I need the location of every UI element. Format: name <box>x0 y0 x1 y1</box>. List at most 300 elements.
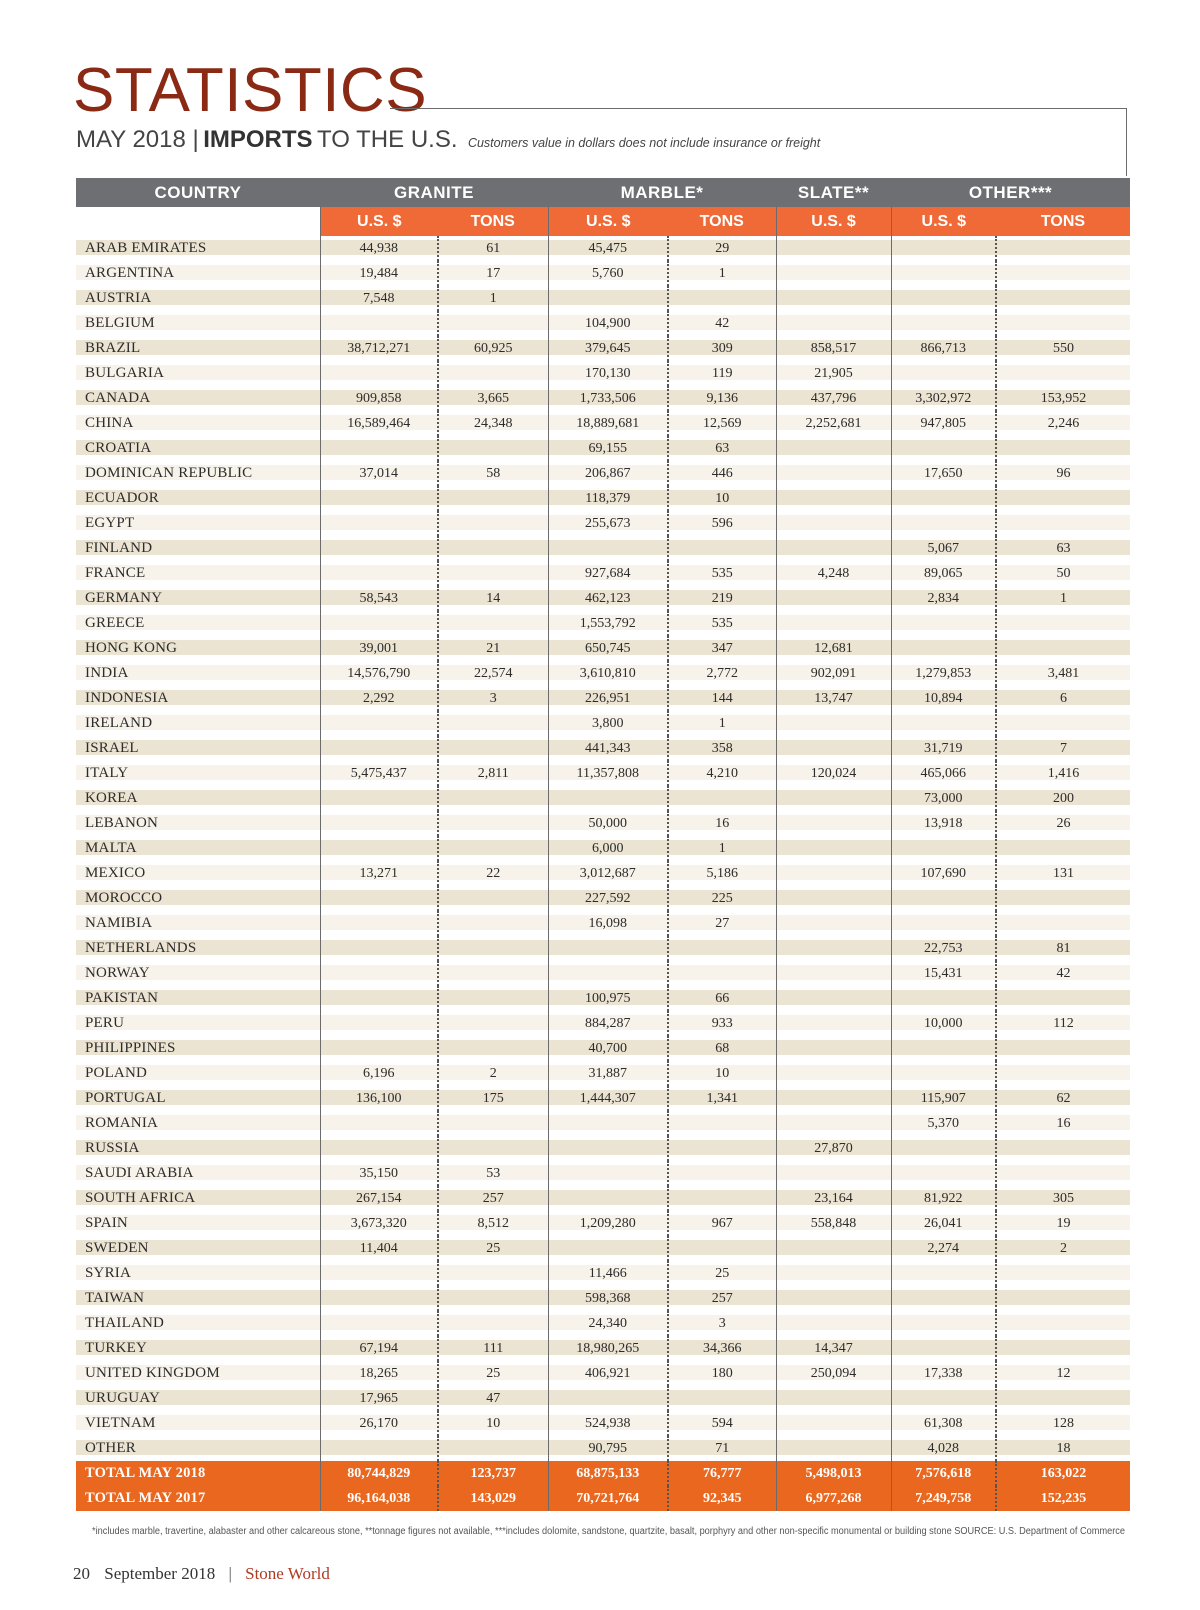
cell-slate-usd <box>776 1236 891 1261</box>
table-row <box>76 661 1130 686</box>
cell-other-tons: 50 <box>996 561 1130 586</box>
cell-slate-usd <box>776 1311 891 1336</box>
cell-granite-tons <box>438 736 548 761</box>
cell-granite-tons <box>438 986 548 1011</box>
cell-country: IRELAND <box>76 711 320 736</box>
cell-country: TAIWAN <box>76 1286 320 1311</box>
cell-country: MALTA <box>76 836 320 861</box>
cell-other-usd: 81,922 <box>891 1186 996 1211</box>
table-row <box>76 1061 1130 1086</box>
cell-granite-tons <box>438 1286 548 1311</box>
cell-granite-tons: 143,029 <box>438 1486 548 1511</box>
cell-country: BRAZIL <box>76 336 320 361</box>
cell-granite-tons: 25 <box>438 1361 548 1386</box>
sub-header-other-usd: U.S. $ <box>891 207 996 236</box>
table-row <box>76 461 1130 486</box>
cell-country: PERU <box>76 1011 320 1036</box>
cell-other-tons <box>996 911 1130 936</box>
cell-slate-usd <box>776 286 891 311</box>
cell-country: CHINA <box>76 411 320 436</box>
cell-other-tons: 96 <box>996 461 1130 486</box>
sub-header-slate-usd: U.S. $ <box>776 207 891 236</box>
cell-other-usd: 17,650 <box>891 461 996 486</box>
cell-granite-tons: 257 <box>438 1186 548 1211</box>
cell-other-tons: 81 <box>996 936 1130 961</box>
issue-date: September 2018 <box>104 1564 216 1583</box>
magazine-name: Stone World <box>245 1564 330 1583</box>
cell-granite-usd: 136,100 <box>320 1086 438 1111</box>
cell-slate-usd <box>776 1011 891 1036</box>
table-row <box>76 561 1130 586</box>
cell-granite-tons <box>438 786 548 811</box>
cell-marble-tons: 347 <box>668 636 776 661</box>
cell-country: TOTAL MAY 2018 <box>76 1461 320 1486</box>
cell-marble-tons: 119 <box>668 361 776 386</box>
cell-marble-usd: 227,592 <box>548 886 668 911</box>
cell-granite-usd <box>320 736 438 761</box>
cell-country: FINLAND <box>76 536 320 561</box>
cell-other-tons <box>996 361 1130 386</box>
cell-other-usd: 465,066 <box>891 761 996 786</box>
cell-marble-usd: 1,553,792 <box>548 611 668 636</box>
cell-marble-tons <box>668 536 776 561</box>
cell-other-tons <box>996 1136 1130 1161</box>
cell-marble-usd: 1,444,307 <box>548 1086 668 1111</box>
cell-marble-tons: 10 <box>668 486 776 511</box>
cell-slate-usd: 13,747 <box>776 686 891 711</box>
cell-other-tons <box>996 436 1130 461</box>
totals-row <box>76 1486 1130 1511</box>
table-row <box>76 886 1130 911</box>
cell-other-usd: 947,805 <box>891 411 996 436</box>
cell-slate-usd <box>776 986 891 1011</box>
cell-granite-tons: 3 <box>438 686 548 711</box>
cell-country: BELGIUM <box>76 311 320 336</box>
cell-granite-tons <box>438 1011 548 1036</box>
cell-marble-usd: 68,875,133 <box>548 1461 668 1486</box>
cell-other-tons: 18 <box>996 1436 1130 1461</box>
cell-granite-usd: 3,673,320 <box>320 1211 438 1236</box>
cell-marble-usd: 1,209,280 <box>548 1211 668 1236</box>
cell-granite-usd: 37,014 <box>320 461 438 486</box>
cell-other-usd <box>891 636 996 661</box>
table-row <box>76 1011 1130 1036</box>
cell-country: NAMIBIA <box>76 911 320 936</box>
cell-other-usd <box>891 236 996 261</box>
cell-granite-usd: 58,543 <box>320 586 438 611</box>
cell-granite-tons: 14 <box>438 586 548 611</box>
table-row <box>76 1036 1130 1061</box>
cell-granite-usd <box>320 536 438 561</box>
cell-marble-usd: 16,098 <box>548 911 668 936</box>
cell-other-tons <box>996 286 1130 311</box>
cell-granite-usd: 39,001 <box>320 636 438 661</box>
cell-granite-usd <box>320 1261 438 1286</box>
cell-marble-usd <box>548 1186 668 1211</box>
cell-slate-usd <box>776 461 891 486</box>
cell-other-tons: 305 <box>996 1186 1130 1211</box>
table-row <box>76 761 1130 786</box>
table-row <box>76 1111 1130 1136</box>
table-row <box>76 711 1130 736</box>
cell-marble-usd <box>548 286 668 311</box>
cell-granite-tons: 25 <box>438 1236 548 1261</box>
cell-country: SWEDEN <box>76 1236 320 1261</box>
table-row <box>76 1086 1130 1111</box>
cell-country: KOREA <box>76 786 320 811</box>
cell-marble-tons: 1 <box>668 836 776 861</box>
cell-granite-tons <box>438 711 548 736</box>
cell-country: NETHERLANDS <box>76 936 320 961</box>
cell-marble-usd: 524,938 <box>548 1411 668 1436</box>
cell-granite-tons: 17 <box>438 261 548 286</box>
cell-slate-usd <box>776 586 891 611</box>
cell-granite-usd <box>320 786 438 811</box>
cell-marble-usd: 104,900 <box>548 311 668 336</box>
cell-other-usd: 4,028 <box>891 1436 996 1461</box>
cell-granite-tons: 21 <box>438 636 548 661</box>
cell-granite-tons <box>438 611 548 636</box>
cell-granite-usd: 35,150 <box>320 1161 438 1186</box>
cell-marble-tons: 446 <box>668 461 776 486</box>
cell-marble-tons: 309 <box>668 336 776 361</box>
subtitle-imports: IMPORTS <box>203 126 313 153</box>
cell-marble-tons <box>668 786 776 811</box>
cell-marble-tons <box>668 286 776 311</box>
cell-marble-tons: 68 <box>668 1036 776 1061</box>
cell-other-tons: 131 <box>996 861 1130 886</box>
cell-marble-usd: 6,000 <box>548 836 668 861</box>
table-totals <box>76 1461 1130 1511</box>
cell-granite-tons: 2 <box>438 1061 548 1086</box>
cell-granite-tons: 2,811 <box>438 761 548 786</box>
cell-other-usd: 1,279,853 <box>891 661 996 686</box>
cell-slate-usd: 250,094 <box>776 1361 891 1386</box>
cell-slate-usd <box>776 1161 891 1186</box>
cell-slate-usd <box>776 1261 891 1286</box>
cell-granite-tons <box>438 961 548 986</box>
cell-other-usd: 3,302,972 <box>891 386 996 411</box>
cell-granite-tons <box>438 511 548 536</box>
cell-other-usd: 107,690 <box>891 861 996 886</box>
subtitle-period: MAY 2018 | <box>76 126 199 153</box>
cell-other-tons <box>996 486 1130 511</box>
cell-other-usd <box>891 1261 996 1286</box>
table-row <box>76 1411 1130 1436</box>
table-row <box>76 986 1130 1011</box>
cell-other-tons <box>996 1261 1130 1286</box>
cell-granite-tons: 60,925 <box>438 336 548 361</box>
header-marble: MARBLE* <box>548 178 776 207</box>
cell-granite-tons <box>438 561 548 586</box>
cell-granite-usd <box>320 836 438 861</box>
cell-other-tons: 19 <box>996 1211 1130 1236</box>
cell-other-usd: 866,713 <box>891 336 996 361</box>
cell-marble-usd: 3,610,810 <box>548 661 668 686</box>
cell-marble-usd: 226,951 <box>548 686 668 711</box>
cell-marble-usd: 462,123 <box>548 586 668 611</box>
cell-granite-tons <box>438 811 548 836</box>
cell-marble-usd: 884,287 <box>548 1011 668 1036</box>
cell-marble-usd: 18,980,265 <box>548 1336 668 1361</box>
cell-granite-tons <box>438 1436 548 1461</box>
cell-marble-tons: 25 <box>668 1261 776 1286</box>
header-slate: SLATE** <box>776 178 891 207</box>
table-row <box>76 1161 1130 1186</box>
sub-header-marble-tons: TONS <box>668 207 776 236</box>
cell-marble-usd: 255,673 <box>548 511 668 536</box>
cell-other-tons: 26 <box>996 811 1130 836</box>
cell-marble-usd: 11,466 <box>548 1261 668 1286</box>
cell-country: SPAIN <box>76 1211 320 1236</box>
cell-granite-usd: 13,271 <box>320 861 438 886</box>
cell-other-usd: 73,000 <box>891 786 996 811</box>
cell-granite-usd: 7,548 <box>320 286 438 311</box>
cell-other-tons: 63 <box>996 536 1130 561</box>
table-row <box>76 336 1130 361</box>
cell-other-usd <box>891 436 996 461</box>
table-row <box>76 1236 1130 1261</box>
cell-granite-tons: 10 <box>438 1411 548 1436</box>
cell-marble-tons: 10 <box>668 1061 776 1086</box>
cell-other-tons <box>996 611 1130 636</box>
cell-granite-tons <box>438 536 548 561</box>
cell-granite-tons: 22,574 <box>438 661 548 686</box>
cell-country: TURKEY <box>76 1336 320 1361</box>
cell-other-tons <box>996 511 1130 536</box>
cell-slate-usd <box>776 786 891 811</box>
cell-slate-usd: 6,977,268 <box>776 1486 891 1511</box>
cell-granite-usd: 909,858 <box>320 386 438 411</box>
cell-granite-usd: 16,589,464 <box>320 411 438 436</box>
cell-granite-usd <box>320 986 438 1011</box>
cell-other-tons <box>996 236 1130 261</box>
cell-country: DOMINICAN REPUBLIC <box>76 461 320 486</box>
cell-other-usd: 2,274 <box>891 1236 996 1261</box>
cell-other-usd <box>891 836 996 861</box>
cell-slate-usd <box>776 1086 891 1111</box>
cell-marble-tons: 29 <box>668 236 776 261</box>
cell-other-usd: 26,041 <box>891 1211 996 1236</box>
cell-other-usd: 7,249,758 <box>891 1486 996 1511</box>
header-granite: GRANITE <box>320 178 548 207</box>
cell-granite-usd <box>320 311 438 336</box>
cell-granite-usd: 96,164,038 <box>320 1486 438 1511</box>
cell-marble-usd: 18,889,681 <box>548 411 668 436</box>
cell-country: SAUDI ARABIA <box>76 1161 320 1186</box>
footnote: *includes marble, travertine, alabaster and other calcareous stone, **tonnage figures not available, ***includes dolomite, sandstone, quartzite, basalt, porphyry and other non-specific monumental or building stone SOURCE: U.S. Department of Commerce <box>92 1526 1126 1537</box>
cell-other-usd: 17,338 <box>891 1361 996 1386</box>
cell-other-tons: 2,246 <box>996 411 1130 436</box>
cell-marble-usd: 70,721,764 <box>548 1486 668 1511</box>
table-row <box>76 1311 1130 1336</box>
cell-granite-tons <box>438 486 548 511</box>
cell-slate-usd: 558,848 <box>776 1211 891 1236</box>
cell-other-tons: 112 <box>996 1011 1130 1036</box>
cell-marble-usd: 118,379 <box>548 486 668 511</box>
page-number: 20 <box>73 1564 90 1583</box>
table-row <box>76 911 1130 936</box>
cell-other-tons <box>996 1161 1130 1186</box>
cell-marble-tons <box>668 1111 776 1136</box>
cell-other-usd <box>891 1286 996 1311</box>
cell-other-usd: 10,000 <box>891 1011 996 1036</box>
table-row <box>76 961 1130 986</box>
cell-marble-tons: 12,569 <box>668 411 776 436</box>
cell-slate-usd <box>776 261 891 286</box>
cell-granite-tons <box>438 836 548 861</box>
cell-granite-tons <box>438 936 548 961</box>
cell-granite-tons: 1 <box>438 286 548 311</box>
cell-marble-tons <box>668 936 776 961</box>
cell-marble-tons <box>668 961 776 986</box>
cell-granite-tons <box>438 1136 548 1161</box>
cell-other-usd <box>891 361 996 386</box>
table-row <box>76 436 1130 461</box>
cell-granite-tons: 24,348 <box>438 411 548 436</box>
cell-granite-usd: 26,170 <box>320 1411 438 1436</box>
cell-country: FRANCE <box>76 561 320 586</box>
cell-granite-usd: 19,484 <box>320 261 438 286</box>
cell-other-usd: 22,753 <box>891 936 996 961</box>
cell-other-tons: 6 <box>996 686 1130 711</box>
cell-marble-tons: 71 <box>668 1436 776 1461</box>
cell-granite-tons <box>438 1261 548 1286</box>
cell-other-tons <box>996 311 1130 336</box>
table-row <box>76 1261 1130 1286</box>
cell-slate-usd <box>776 311 891 336</box>
cell-granite-usd: 38,712,271 <box>320 336 438 361</box>
cell-granite-usd <box>320 1436 438 1461</box>
table-row <box>76 811 1130 836</box>
cell-slate-usd <box>776 811 891 836</box>
table-row <box>76 636 1130 661</box>
cell-granite-usd: 267,154 <box>320 1186 438 1211</box>
cell-granite-tons <box>438 436 548 461</box>
cell-granite-tons <box>438 886 548 911</box>
cell-marble-usd <box>548 1136 668 1161</box>
cell-slate-usd <box>776 436 891 461</box>
cell-granite-tons <box>438 1111 548 1136</box>
cell-slate-usd: 12,681 <box>776 636 891 661</box>
cell-other-tons <box>996 886 1130 911</box>
table-row <box>76 611 1130 636</box>
table-row <box>76 311 1130 336</box>
cell-other-usd: 10,894 <box>891 686 996 711</box>
cell-marble-tons: 144 <box>668 686 776 711</box>
cell-country: VIETNAM <box>76 1411 320 1436</box>
cell-marble-usd: 40,700 <box>548 1036 668 1061</box>
cell-marble-tons: 92,345 <box>668 1486 776 1511</box>
cell-other-tons: 2 <box>996 1236 1130 1261</box>
cell-other-tons <box>996 1311 1130 1336</box>
cell-slate-usd <box>776 236 891 261</box>
table-row <box>76 411 1130 436</box>
cell-country: MEXICO <box>76 861 320 886</box>
cell-marble-tons: 933 <box>668 1011 776 1036</box>
cell-marble-tons: 66 <box>668 986 776 1011</box>
cell-marble-usd: 5,760 <box>548 261 668 286</box>
cell-granite-tons: 3,665 <box>438 386 548 411</box>
cell-granite-usd <box>320 561 438 586</box>
cell-country: ARAB EMIRATES <box>76 236 320 261</box>
table-row <box>76 511 1130 536</box>
cell-other-tons: 128 <box>996 1411 1130 1436</box>
group-header-row <box>76 178 1130 207</box>
cell-slate-usd <box>776 886 891 911</box>
cell-other-usd <box>891 1161 996 1186</box>
cell-granite-usd <box>320 611 438 636</box>
cell-slate-usd <box>776 1111 891 1136</box>
cell-other-usd <box>891 1061 996 1086</box>
cell-other-tons: 153,952 <box>996 386 1130 411</box>
cell-slate-usd <box>776 611 891 636</box>
cell-granite-tons: 22 <box>438 861 548 886</box>
cell-slate-usd <box>776 1436 891 1461</box>
cell-country: OTHER <box>76 1436 320 1461</box>
cell-country: MOROCCO <box>76 886 320 911</box>
table-row <box>76 786 1130 811</box>
cell-country: ARGENTINA <box>76 261 320 286</box>
cell-marble-tons: 219 <box>668 586 776 611</box>
subtitle <box>76 126 820 154</box>
header-other: OTHER*** <box>891 178 1130 207</box>
cell-other-tons: 152,235 <box>996 1486 1130 1511</box>
cell-marble-tons <box>668 1386 776 1411</box>
cell-granite-usd <box>320 886 438 911</box>
sub-header-granite-usd: U.S. $ <box>320 207 438 236</box>
cell-other-usd <box>891 886 996 911</box>
folio-separator: | <box>228 1564 232 1583</box>
cell-marble-tons: 180 <box>668 1361 776 1386</box>
table-row <box>76 361 1130 386</box>
cell-marble-usd: 24,340 <box>548 1311 668 1336</box>
cell-granite-usd <box>320 436 438 461</box>
table-row <box>76 1361 1130 1386</box>
folio <box>73 1564 330 1584</box>
cell-country: INDIA <box>76 661 320 686</box>
cell-slate-usd <box>776 486 891 511</box>
cell-slate-usd <box>776 736 891 761</box>
cell-country: HONG KONG <box>76 636 320 661</box>
cell-slate-usd: 27,870 <box>776 1136 891 1161</box>
cell-granite-tons <box>438 361 548 386</box>
cell-granite-usd <box>320 1136 438 1161</box>
cell-other-tons: 42 <box>996 961 1130 986</box>
cell-granite-tons: 123,737 <box>438 1461 548 1486</box>
cell-country: LEBANON <box>76 811 320 836</box>
cell-other-tons <box>996 711 1130 736</box>
sub-header-blank <box>76 207 320 236</box>
cell-marble-tons: 4,210 <box>668 761 776 786</box>
cell-slate-usd <box>776 1386 891 1411</box>
cell-country: NORWAY <box>76 961 320 986</box>
cell-country: SYRIA <box>76 1261 320 1286</box>
table-row <box>76 1136 1130 1161</box>
cell-other-usd <box>891 711 996 736</box>
title-rule <box>390 108 1126 109</box>
sub-header-marble-usd: U.S. $ <box>548 207 668 236</box>
title-rule-vertical <box>1126 108 1127 176</box>
header-country: COUNTRY <box>76 178 320 207</box>
cell-marble-usd: 441,343 <box>548 736 668 761</box>
cell-marble-tons: 63 <box>668 436 776 461</box>
cell-other-usd <box>891 1311 996 1336</box>
cell-marble-tons: 27 <box>668 911 776 936</box>
cell-granite-usd <box>320 911 438 936</box>
cell-country: PORTUGAL <box>76 1086 320 1111</box>
cell-other-tons: 163,022 <box>996 1461 1130 1486</box>
